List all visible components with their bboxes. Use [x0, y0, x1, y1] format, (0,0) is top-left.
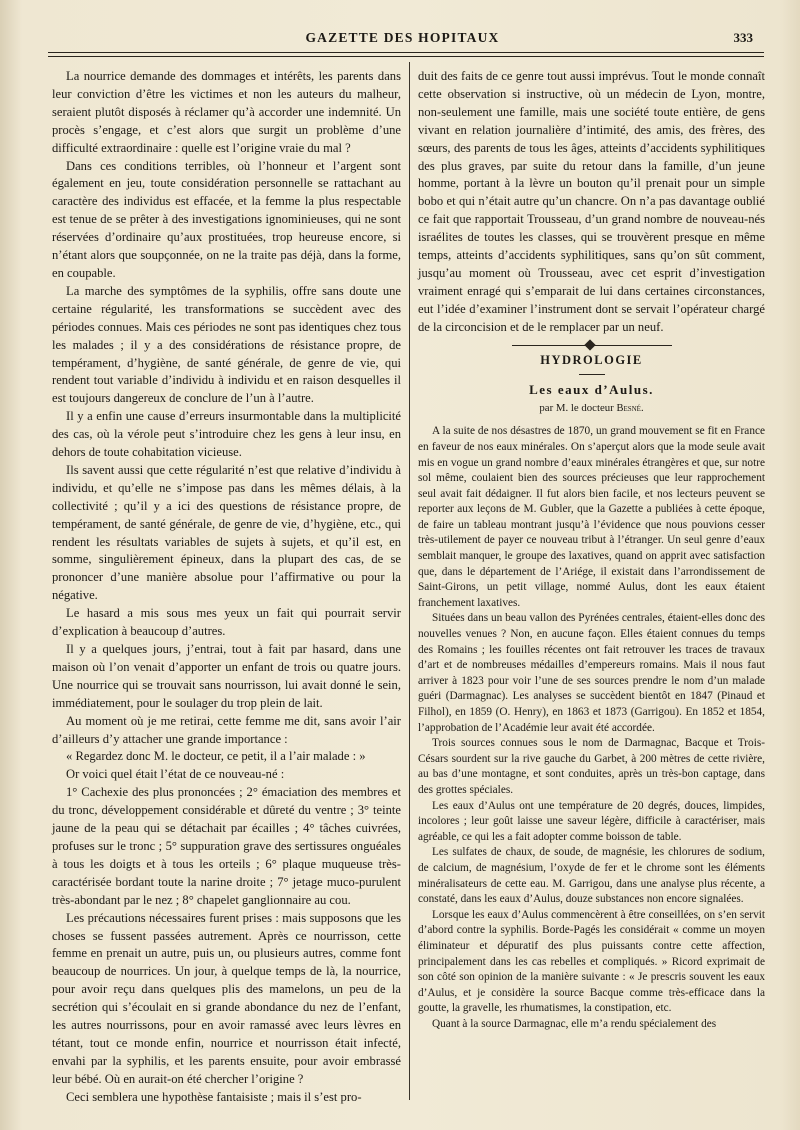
- paragraph: Il y a enfin une cause d’erreurs insurmontable dans la multiplicité des cas, où la vérole peut s’introduire chez les gens à leur insu, en dehors de toute cohabitation vicieuse.: [52, 409, 401, 460]
- byline: [418, 400, 765, 418]
- paragraph: La nourrice demande des dommages et intérêts, les parents dans leur conviction d’être les victimes et non les auteurs du malheur, seraient plutôt disposés à réclamer qu’à accorder une indemnité. Un procès s’engage, et c’est alors que surgit un problème d’une difficulté extraordinaire : quelle est l’origine vraie du mal ?: [52, 69, 401, 155]
- paragraph: Les eaux d’Aulus ont une température de 20 degrés, douces, limpides, incolores ; leur goût laisse une saveur légère, difficile à caractériser, mais agréable, ce qui les a fait adopter comme boisson de table.: [418, 799, 765, 843]
- paragraph: Il y a quelques jours, j’entrai, tout à fait par hasard, dans une maison où l’on venait d’apporter un enfant de trois ou quatre jours. Une nourrice qui se trouvait sans nourrisson, lui avait donné le sein, immédiatement, pour le soulager du trop plein de lait.: [52, 642, 401, 710]
- article-body: [418, 424, 765, 1032]
- diamond-ornament-icon: [584, 339, 595, 350]
- running-title: GAZETTE DES HOPITAUX: [305, 30, 500, 45]
- paragraph: Les précautions nécessaires furent prises : mais supposons que les choses se fussent passées autrement. Après ce nourrisson, cette femme en prenait un autre, puis un, ou plusieurs autres, comme font beaucoup de nourrices. Un jour, à quelque temps de là, la nourrice, pour avoir reçu dans quelques plis des mamelons, un peu de la secrétion qui s’écoulait en si grande abondance du nez de l’enfant, les autres nourrissons, pour en avoir ramassé avec leurs lèvres en tétant, tout ce monde enfin, nourrice et nourrisson était infecté, envahi par la syphilis, et les parents ensuite, pour avoir embrassé leur bébé. Où en aurait-on été chercher l’origine ?: [52, 910, 401, 1086]
- short-rule: [579, 374, 605, 375]
- paragraph: Quant à la source Darmagnac, elle m’a rendu spécialement des: [432, 1017, 717, 1030]
- paragraph: Dans ces conditions terribles, où l’honneur et l’argent sont également en jeu, toute considération personnelle se rattachant au caractère des individus est effacée, et la femme la plus respectable est tenue de se prêter à des investigations ignominieuses, qui ne sont réservées d’ordinaire qu’aux prostituées, trop heureuse encore, si n’étant alors que soupçonnée, on ne la traite pas déjà, dans la forme, en coupable.: [52, 158, 401, 280]
- left-column: [52, 68, 401, 1107]
- paragraph: 1° Cachexie des plus prononcées ; 2° émaciation des membres et du tronc, développement considérable et dûreté du ventre ; 3° teinte jaune de la peau qui se détachait par écailles ; 4° tâches cuivrées, profuses sur le tronc ; 5° suppuration grave des sertissures onguéales à tous les doigts et à tous les orteils ; 6° plaque muqueuse très-caractérisée bordant toute la narine droite ; 7° jetage muco-purulent très-abondant par le nez ; 8° chapelet ganglionnaire au cou.: [52, 785, 401, 907]
- header-rule-thin: [48, 56, 764, 57]
- paragraph: A la suite de nos désastres de 1870, un grand mouvement se fit en France en faveur de nos eaux minérales. On s’aperçut alors que la mode seule avait mis en vogue un grand nombre d’eaux minérales étrangères et que, sur notre sol même, coulaient bien des sources précieuses que leur rapprochement seul avait fait dédaigner. Il fut alors bien facile, et nos lecteurs peuvent se reporter aux leçons de M. Gubler, que la Gazette a publiées à cette époque, de faire un tableau montrant jusqu’à l’évidence que nous pouvions cesser très-utilement de payer ce nouveau tribut à l’étranger. Un seul genre d’eaux semblait manquer, le groupe des laxatives, quand on apprit avec satisfaction que, dans le département de l’Ariége, il existait dans l’arrondissement de Saint-Girons, un petit village, nommé Aulus, dont les eaux étaient franchement laxatives.: [418, 425, 765, 609]
- page-header: [40, 28, 765, 52]
- article-title: Les eaux d’Aulus.: [529, 381, 654, 397]
- paragraph: Ceci semblera une hypothèse fantaisiste ; mais il s’est pro-: [66, 1089, 362, 1104]
- paragraph: Lorsque les eaux d’Aulus commencèrent à être conseillées, on s’en servit d’abord contre la syphilis. Borde-Pagés les considérait « comme un moyen éliminateur et dépuratif des plus puissants contre cette affection, principalement dans les cas rebelles et compliqués. » Ricord exprimait de son côté son opinion de la manière suivante : « Je prescris souvent les eaux d’Aulus, et je considère la source Bacque comme très-efficace dans la goutte, la gravelle, les rhumatismes, la constipation, etc.: [418, 908, 765, 1015]
- byline-author: Besné.: [616, 403, 644, 415]
- paragraph: Situées dans un beau vallon des Pyrénées centrales, étaient-elles donc des nouvelles venues ? Non, en aucune façon. Elles étaient connues du temps des Romains ; les fouilles récentes ont fait retrouver les traces de travaux d’art et de nombreuses médailles d’empereurs romains. Mais il nous faut arriver à 1823 pour voir l’une de ses sources prendre le nom d’un malade guéri (Darmagnac). Les analyses se succèdent bientôt en 1847 (Pinaud et Filhol), en 1859 (O. Henry), en 1863 et 1873 (Garrigou). En 1852 et 1854, l’approbation de l’Académie leur avait été accordée.: [418, 612, 765, 734]
- byline-prefix: par M. le docteur: [539, 402, 614, 415]
- paragraph: Trois sources connues sous le nom de Darmagnac, Bacque et Trois-Césars sourdent sur la rive gauche du Garbet, à 200 mètres de cette rivière, au bas d’une montagne, et sont conduites, après un très-bon captage, dans des grottes spéciales.: [418, 737, 765, 796]
- paragraph: Au moment où je me retirai, cette femme me dit, sans avoir l’air d’ailleurs d’y attacher une grande importance :: [52, 713, 401, 746]
- paragraph: duit des faits de ce genre tout aussi imprévus. Tout le monde connaît cette observation si instructive, où un médecin de Lyon, montre, non-seulement une famille, mais une société toute entière, de gens vivant en relation journalière d’intimité, des amis, des frères, des sœurs, des parents de tous les âges, atteints d’accidents syphilitiques des plus graves, par suite du retour dans la famille, d’un jeune homme, portant à la lèvre un bouton qu’il prenait pour un simple bobo et qui n’était autre qu’un chancre. On n’a pas davantage oublié ce fait que rapportait Trousseau, d’un grand nombre de nouveau-nés israélites de toutes les classes, qui se trouvèrent presque en même temps, atteints d’accidents syphilitiques, sans qu’on sût comment, jusqu’au moment où Trousseau, avec cet esprit d’investigation vraiment enragé qui s’emparait de lui dans certaines circonstances, eut l’idée d’examiner l’instrument dont se servait l’opérateur chargé de la circoncision et de le remplacer par un neuf.: [418, 69, 765, 334]
- paragraph: Ils savent aussi que cette régularité n’est que relative d’individu à individu, et qu’elle ne s’impose pas dans les mêmes délais, à la collectivité ; qu’il y a ici des questions de résistance propre, de tempérament, de santé générale, de genre de vie, d’hygiène, etc., qui rendent les résultats variables de sujets à sujets, et qu’il est, en somme, singulièrement épineux, dans la plupart des cas, de se prononcer d’une manière absolue pour l’affirmative ou pour la négative.: [52, 462, 401, 603]
- section-separator: [512, 345, 672, 346]
- column-divider: [409, 62, 410, 1100]
- paragraph: « Regardez donc M. le docteur, ce petit, il a l’air malade : »: [66, 749, 366, 764]
- page-number: 333: [733, 30, 753, 45]
- header-rule: [48, 52, 764, 53]
- section-title: HYDROLOGIE: [540, 352, 643, 367]
- paragraph: Le hasard a mis sous mes yeux un fait qui pourrait servir d’explication à beaucoup d’autres.: [52, 606, 401, 639]
- paragraph: Or voici quel était l’état de ce nouveau-né :: [66, 767, 285, 782]
- paragraph: La marche des symptômes de la syphilis, offre sans doute une certaine régularité, les transformations se succèdent avec des périodes connues. Mais ces périodes ne sont pas identiques chez tous les malades ; il y a des considérations de résistance propre, de tempérament, d’hygiène, de santé générale, de genre de vie, qui rendent tout variable d’individu à individu et en raison desquelles il est toujours dangereux de conclure de l’un à l’autre.: [52, 283, 401, 406]
- right-column: [418, 68, 765, 1032]
- paragraph: Les sulfates de chaux, de soude, de magnésie, les chlorures de sodium, de calcium, de magnésium, l’oxyde de fer et le chrome sont les éléments minéralisateurs de cette eau. M. Garrigou, dans une analyse plus récente, a constaté, dans les eaux d’Aulus, douze substances non encore signalées.: [418, 846, 765, 906]
